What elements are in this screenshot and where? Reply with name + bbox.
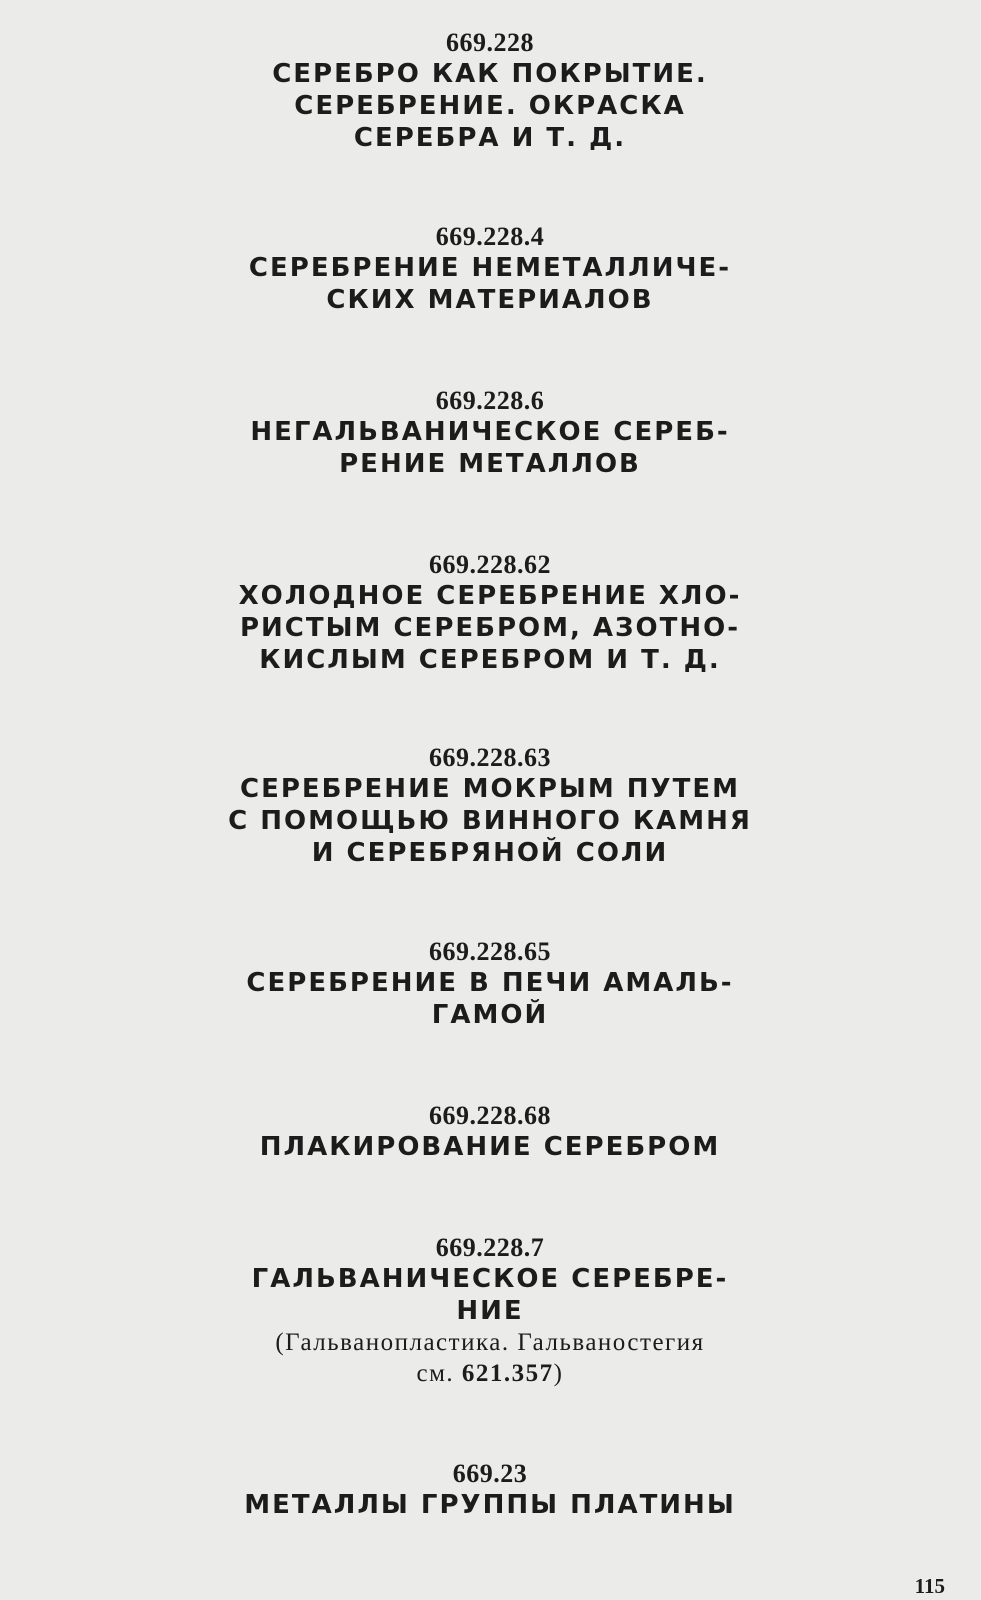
entry-heading <box>170 580 810 676</box>
cross-reference-code: 621.357 <box>461 1360 554 1387</box>
entry-669-23 <box>170 1459 810 1521</box>
heading-line: ПЛАКИРОВАНИЕ СЕРЕБРОМ <box>259 1132 721 1162</box>
heading-line: СЕРЕБРЕНИЕ МОКРЫМ ПУТЕМ <box>240 774 740 804</box>
heading-line: СЕРЕБРЕНИЕ. ОКРАСКА <box>294 91 686 121</box>
heading-line: СКИХ МАТЕРИАЛОВ <box>326 285 654 315</box>
entry-heading <box>170 967 810 1031</box>
note-line <box>170 1358 810 1389</box>
heading-line: РИСТЫМ СЕРЕБРОМ, АЗОТНО- <box>239 613 741 643</box>
entry-heading <box>170 416 810 480</box>
classification-code: 669.228.6 <box>435 386 545 415</box>
classification-code: 669.228.68 <box>429 1101 551 1130</box>
note-line: (Гальванопластика. Гальваностегия <box>275 1329 705 1356</box>
heading-line: С ПОМОЩЬЮ ВИННОГО КАМНЯ <box>228 806 752 836</box>
entry-669-228-65 <box>170 937 810 1031</box>
entry-669-228 <box>170 28 810 154</box>
heading-line: ГАЛЬВАНИЧЕСКОЕ СЕРЕБРЕ- <box>251 1264 729 1294</box>
entry-heading <box>170 773 810 869</box>
entry-669-228-63 <box>170 743 810 869</box>
classification-code: 669.228.7 <box>435 1233 545 1262</box>
heading-line: НИЕ <box>456 1296 524 1326</box>
heading-line: ГАМОЙ <box>431 1000 549 1030</box>
note-closing-paren: ) <box>553 1360 564 1387</box>
heading-line: КИСЛЫМ СЕРЕБРОМ И Т. Д. <box>259 645 721 675</box>
entry-heading <box>170 1489 810 1521</box>
heading-line: СЕРЕБРЕНИЕ В ПЕЧИ АМАЛЬ- <box>246 968 734 998</box>
classification-code: 669.228 <box>446 28 534 57</box>
entry-669-228-68 <box>170 1101 810 1163</box>
entry-heading <box>170 1131 810 1163</box>
classification-code: 669.228.4 <box>435 222 545 251</box>
classification-code: 669.23 <box>452 1459 528 1488</box>
classification-code: 669.228.63 <box>429 743 551 772</box>
heading-line: ХОЛОДНОЕ СЕРЕБРЕНИЕ ХЛО- <box>238 581 742 611</box>
note-see-prefix: см. <box>416 1360 462 1387</box>
heading-line: РЕНИЕ МЕТАЛЛОВ <box>339 449 641 479</box>
page-number: 115 <box>914 1574 945 1598</box>
entry-heading <box>170 252 810 316</box>
classification-code: 669.228.65 <box>429 937 551 966</box>
entry-heading <box>170 1263 810 1327</box>
entry-669-228-4 <box>170 222 810 316</box>
entry-669-228-6 <box>170 386 810 480</box>
heading-line: СЕРЕБРА И Т. Д. <box>353 123 627 153</box>
heading-line: И СЕРЕБРЯНОЙ СОЛИ <box>311 838 669 868</box>
entry-669-228-62 <box>170 550 810 676</box>
entry-note <box>170 1327 810 1389</box>
classification-code: 669.228.62 <box>429 550 551 579</box>
heading-line: МЕТАЛЛЫ ГРУППЫ ПЛАТИНЫ <box>244 1490 736 1520</box>
entry-669-228-7 <box>170 1233 810 1389</box>
heading-line: СЕРЕБРЕНИЕ НЕМЕТАЛЛИЧЕ- <box>248 253 732 283</box>
heading-line: НЕГАЛЬВАНИЧЕСКОЕ СЕРЕБ- <box>250 417 730 447</box>
entry-heading <box>170 58 810 154</box>
heading-line: СЕРЕБРО КАК ПОКРЫТИЕ. <box>272 59 708 89</box>
